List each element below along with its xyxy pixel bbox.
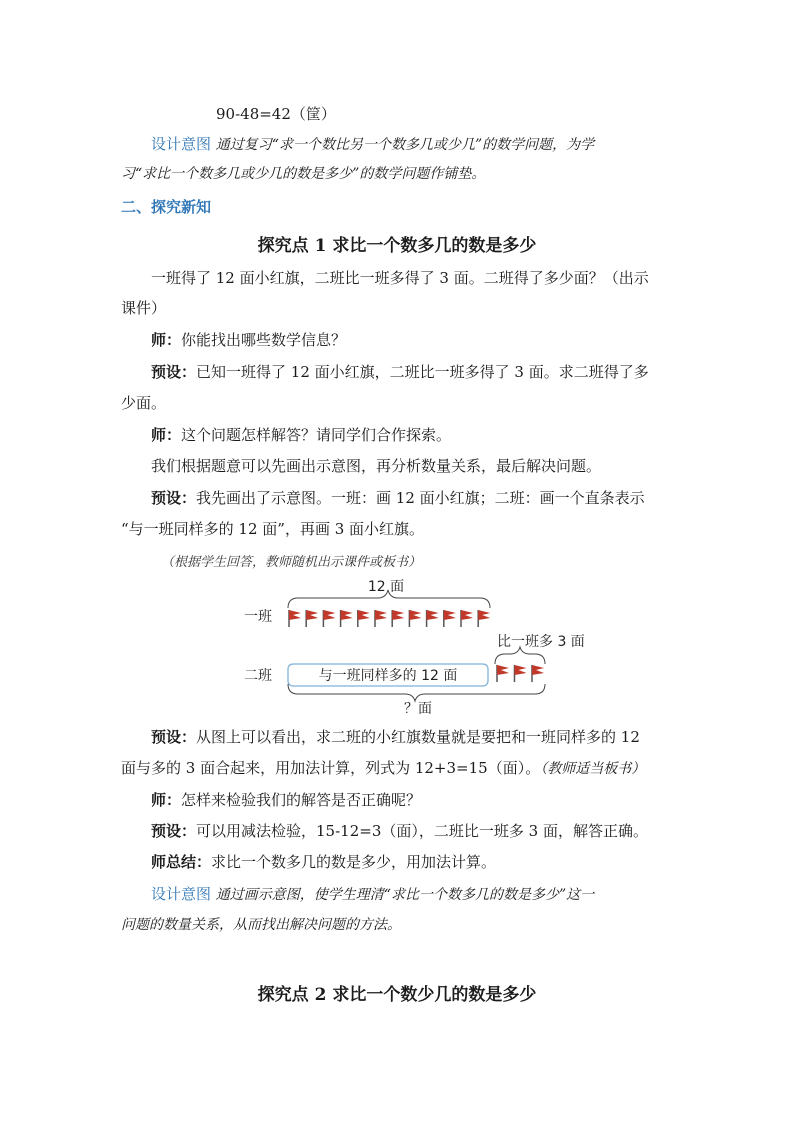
dialog-preset-1 — [151, 362, 711, 382]
dialog-text: 已知一班得了 12 面小红旗，二班比一班多得了 3 面。求二班得了多 — [196, 363, 649, 381]
top-brace — [288, 590, 490, 608]
comparison-diagram — [0, 570, 794, 720]
dialog-preset-1-cont: 少面。 — [121, 394, 167, 412]
formula-line: 90-48=42（筐） — [216, 105, 336, 123]
point2-title: 探究点 2 求比一个数少几的数是多少 — [257, 985, 537, 1005]
class1-label: 一班 — [244, 609, 272, 625]
red-flag-icon — [478, 610, 490, 627]
diagram-note: （根据学生回答，教师随机出示课件或板书） — [161, 555, 422, 570]
red-flag-icon — [358, 610, 370, 627]
red-flag-icon — [306, 610, 318, 627]
design-intent-text: 通过画示意图，使学生理清“求比一个数多几的数是多少”这一 — [215, 887, 595, 903]
dialog-text: 你能找出哪些数学信息？ — [181, 331, 347, 349]
red-flag-icon — [409, 610, 421, 627]
dialog-text: 怎样来检验我们的解答是否正确呢？ — [181, 791, 422, 809]
dialog-preset-3-cont — [121, 758, 681, 779]
dialog-text: 可以用减法检验，15-12=3（面），二班比一班多 3 面，解答正确。 — [196, 822, 648, 840]
design-intent-tag: 设计意图 — [151, 135, 212, 153]
dialog-preset-2 — [151, 488, 711, 508]
dialog-text: 我先画出了示意图。一班：画 12 面小红旗；二班：画一个直条表示 — [196, 489, 645, 507]
design-intent-2 — [151, 884, 711, 905]
more-label: 比一班多 3 面 — [497, 634, 585, 650]
dialog-preset-4 — [151, 821, 711, 841]
dialog-teacher-1 — [151, 330, 711, 350]
design-intent-2-cont: 问题的数量关系，从而找出解决问题的方法。 — [121, 917, 401, 933]
class2-bar-label: 与一班同样多的 12 面 — [318, 668, 458, 684]
dialog-narration: 我们根据题意可以先画出示意图，再分析数量关系，最后解决问题。 — [151, 457, 602, 475]
dialog-preset-2-cont: “与一班同样多的 12 面”，再画 3 面小红旗。 — [121, 520, 425, 538]
red-flag-icon — [375, 610, 387, 627]
teacher-note: （教师适当板书） — [540, 761, 646, 777]
dialog-text: 从图上可以看出，求二班的小红旗数量就是要把和一班同样多的 12 — [196, 728, 640, 746]
section-heading: 二、探究新知 — [121, 198, 212, 216]
design-intent-tag: 设计意图 — [151, 885, 212, 903]
point1-title: 探究点 1 求比一个数多几的数是多少 — [257, 236, 537, 256]
speaker-label: 预设： — [151, 363, 197, 381]
total-label: ？面 — [404, 701, 432, 717]
red-flag-icon — [392, 610, 404, 627]
speaker-label: 预设： — [151, 489, 197, 507]
design-intent-1 — [151, 134, 711, 155]
design-intent-text: 通过复习“求一个数比另一个数多几或少几”的数学问题，为学 — [215, 137, 595, 153]
design-intent-1-cont: 习“求比一个数多几或少几的数是多少”的数学问题作铺垫。 — [121, 166, 486, 182]
top-brace-label: 12 面 — [367, 579, 405, 595]
red-flag-icon — [341, 610, 353, 627]
class2-label: 二班 — [244, 668, 272, 684]
speaker-label: 师： — [151, 331, 182, 349]
red-flag-icon — [532, 665, 544, 682]
red-flag-icon — [427, 610, 439, 627]
red-flag-icon — [323, 610, 335, 627]
dialog-text: 这个问题怎样解答？请同学们合作探索。 — [181, 426, 452, 444]
class2-extra-flags — [497, 665, 544, 682]
dialog-text: 求比一个数多几的数是多少，用加法计算。 — [211, 853, 497, 871]
dialog-text: 面与多的 3 面合起来，用加法计算，列式为 12+3=15（面）。 — [121, 759, 541, 777]
dialog-summary — [151, 852, 711, 872]
speaker-label: 师总结： — [151, 853, 212, 871]
red-flag-icon — [444, 610, 456, 627]
red-flag-icon — [515, 665, 527, 682]
speaker-label: 预设： — [151, 822, 197, 840]
dialog-preset-3 — [151, 727, 711, 747]
red-flag-icon — [289, 610, 301, 627]
dialog-teacher-2 — [151, 425, 711, 445]
class1-flags — [289, 610, 490, 627]
speaker-label: 预设： — [151, 728, 197, 746]
red-flag-icon — [497, 665, 509, 682]
problem-line-1: 一班得了 12 面小红旗，二班比一班多得了 3 面。二班得了多少面？（出示 — [151, 269, 649, 287]
dialog-teacher-3 — [151, 790, 711, 810]
red-flag-icon — [461, 610, 473, 627]
problem-line-2: 课件） — [121, 299, 167, 317]
speaker-label: 师： — [151, 426, 182, 444]
speaker-label: 师： — [151, 791, 182, 809]
